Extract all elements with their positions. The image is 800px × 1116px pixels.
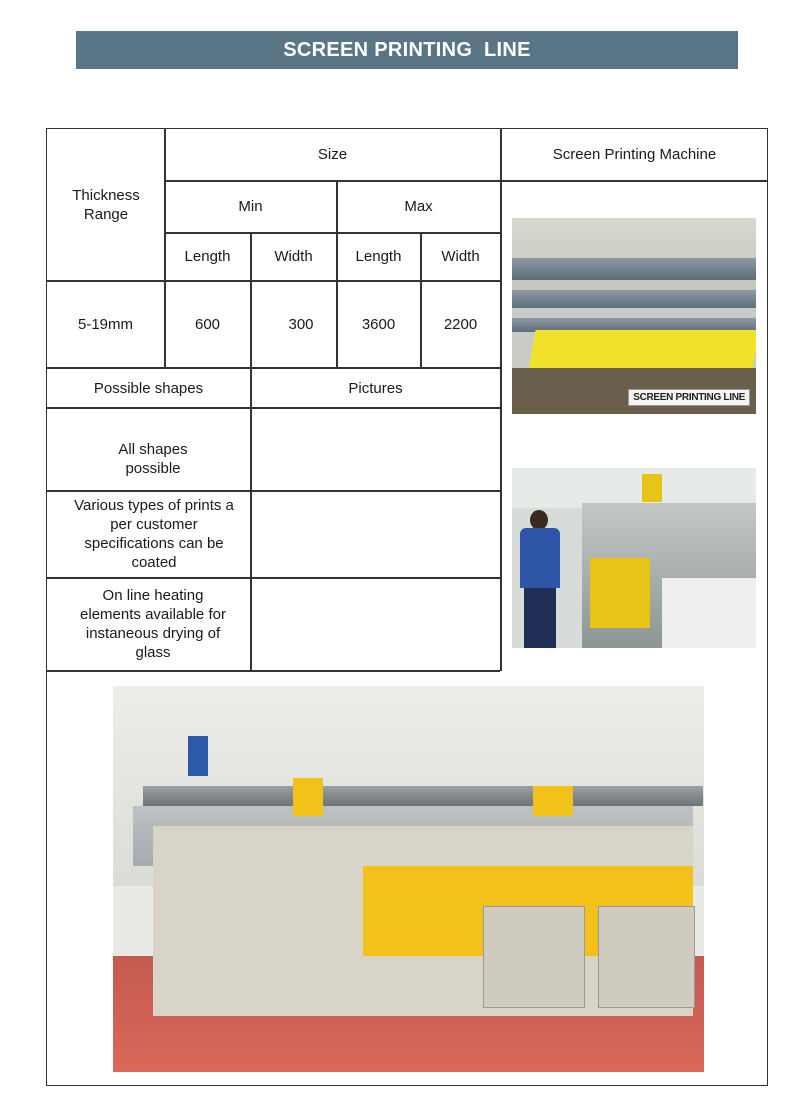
max-width-value: 2200	[443, 315, 478, 333]
operator-figure	[516, 508, 564, 648]
possible-shapes-header: Possible shapes	[93, 379, 204, 397]
size-header: Size	[317, 145, 348, 163]
max-length-value: 3600	[361, 315, 396, 333]
operator-at-machine-photo	[512, 468, 756, 648]
banner-title: SCREEN PRINTING LINE	[283, 38, 531, 61]
min-length-header: Length	[184, 248, 231, 265]
min-width-header: Width	[274, 248, 313, 265]
thickness-value: 5-19mm	[77, 315, 133, 333]
grid-line	[500, 128, 502, 671]
page-banner	[76, 31, 738, 69]
thickness-header: Thickness Range	[72, 187, 140, 223]
min-width-value: 300	[288, 315, 314, 333]
screen-printing-line-photo	[512, 218, 756, 414]
max-header: Max	[404, 198, 433, 215]
photo-caption: SCREEN PRINTING LINE	[628, 389, 750, 406]
max-width-header: Width	[441, 248, 480, 265]
machine-header: Screen Printing Machine	[552, 145, 717, 163]
shape-row-1: All shapes possible	[118, 441, 188, 477]
screen-printing-machine-photo	[113, 686, 704, 1072]
min-header: Min	[238, 198, 263, 215]
max-length-header: Length	[355, 248, 402, 265]
shape-row-3: On line heating elements available for instaneous drying of glass	[80, 587, 226, 661]
shape-row-2: Various types of prints a per customer specifications can be coated	[74, 497, 234, 571]
pictures-header: Pictures	[348, 379, 403, 397]
grid-line	[46, 670, 500, 672]
grid-line	[250, 367, 252, 671]
min-length-value: 600	[194, 315, 221, 333]
